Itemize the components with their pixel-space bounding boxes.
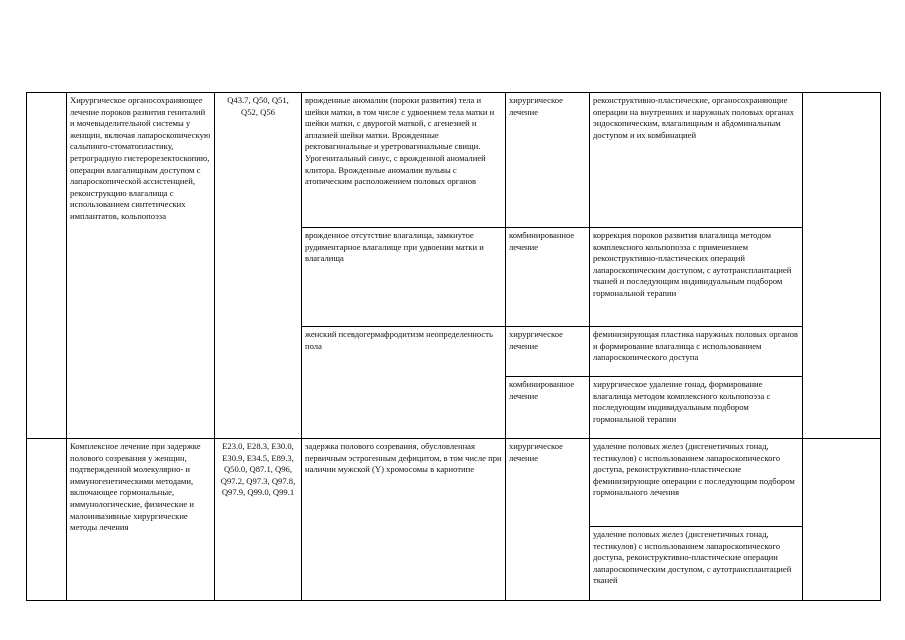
row-number-cell: [27, 439, 67, 601]
treatment-type-cell: комбинированное лечение: [506, 377, 590, 439]
icd-codes-cell: Q43.7, Q50, Q51, Q52, Q56: [215, 93, 302, 439]
treatment-method-cell: коррекция пороков развития влагалища методом комплексного кольпопоэза с применением реконструктивно-пластических операций лапароскопическим доступом, с аутотрансплантацией тканей и последующим индивидуальным подбором гормональной терапии: [590, 228, 803, 327]
table-row: [27, 93, 881, 228]
treatment-method-cell: феминизирующая пластика наружных половых органов и формирование влагалища с использованием лапароскопического доступа: [590, 327, 803, 377]
patient-model-cell: женский псевдогермафродитизм неопределенность пола: [302, 327, 506, 439]
patient-model-cell: врожденные аномалии (пороки развития) тела и шейки матки, в том числе с удвоением тела матки и шейки матки, с двурогой маткой, с агенезией и аплазией шейки матки. Врожденные ректовагинальные и уретровагинальные свищи. Урогенитальный синус, с врожденной аномалией клитора. Врожденные аномалии вульвы с атопическим расположением половых органов: [302, 93, 506, 228]
medical-care-table: [26, 92, 881, 601]
treatment-type-cell: комбинированное лечение: [506, 228, 590, 327]
treatment-type-cell: хирургическое лечение: [506, 439, 590, 601]
patient-model-cell: врожденное отсутствие влагалища, замкнутое рудиментарное влагалище при удвоении матки и влагалища: [302, 228, 506, 327]
treatment-type-cell: хирургическое лечение: [506, 327, 590, 377]
treatment-method-cell: удаление половых желез (дисгенетичных гонад, тестикулов) с использованием лапароскопического доступа, реконструктивно-пластические операции лапароскопическим доступом, с аутотрансплантацией тканей: [590, 527, 803, 601]
treatment-type-cell: хирургическое лечение: [506, 93, 590, 228]
icd-codes-cell: E23.0, E28.3, E30.0, E30.9, E34.5, E89.3, Q50.0, Q87.1, Q96, Q97.2, Q97.3, Q97.8, Q97.9, Q99.0, Q99.1: [215, 439, 302, 601]
patient-model-cell: задержка полового созревания, обусловленная первичным эстрогенным дефицитом, в том числе при наличии мужской (Y) хромосомы в кариотипе: [302, 439, 506, 601]
treatment-method-cell: удаление половых желез (дисгенетичных гонад, тестикулов) с использованием лапароскопического доступа, реконструктивно-пластические феминизирующие операции с последующим подбором гормонального лечения: [590, 439, 803, 527]
row-number-cell: [27, 93, 67, 439]
care-type-cell: Комплексное лечение при задержке полового созревания у женщин, подтвержденной молекулярно- и иммуногенетическими методами, включающее гормональные, иммунологические, физические и малоинвазивные хирургические методы лечения: [67, 439, 215, 601]
treatment-method-cell: хирургическое удаление гонад, формирование влагалища методом комплексного кольпопоэза с последующим индивидуальным подбором гормональной терапии: [590, 377, 803, 439]
treatment-method-cell: реконструктивно-пластические, органосохраняющие операции на внутренних и наружных половых органах эндоскопическим, влагалищным и абдоминальным доступом и их комбинацией: [590, 93, 803, 228]
table-row: [27, 439, 881, 527]
care-type-cell: Хирургическое органосохраняющее лечение пороков развития гениталий и мочевыделительной системы у женщин, включая лапароскопическую сальпинго-стоматопластику, ретроградную гистерорезектоскопию, операции влагалищным доступом с лапароскопической ассистенцией, реконструкцию влагалища с использованием синтетических имплантатов, кольпопоэза: [67, 93, 215, 439]
cost-cell: [803, 93, 881, 439]
cost-cell: [803, 439, 881, 601]
